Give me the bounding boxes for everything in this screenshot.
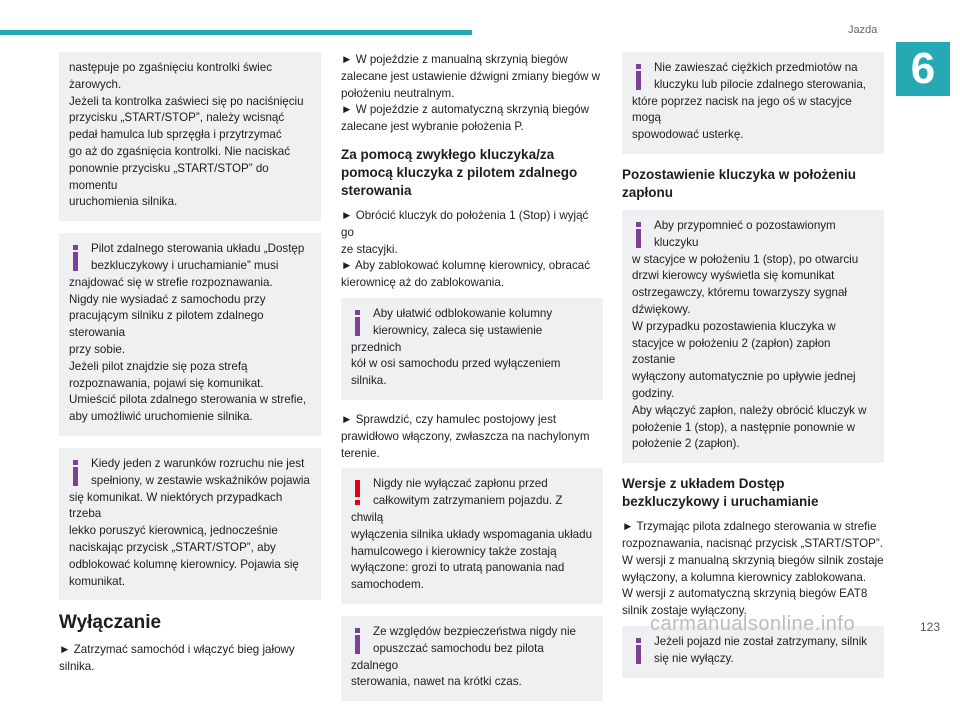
- paragraph: [622, 519, 884, 620]
- text-line: Ze względów bezpieczeństwa nigdy nie: [373, 624, 577, 638]
- text-line: Jeżeli pojazd nie został zatrzymany, silnik: [654, 634, 868, 648]
- text-line: Wersje z układem Dostęp: [622, 476, 785, 492]
- text-line: ► W pojeździe z automatyczną skrzynią biegów: [341, 103, 589, 117]
- text-line: wyłączony, a kolumna kierownicy zablokowana.: [622, 570, 867, 584]
- text-line: Nigdy nie wysiadać z samochodu przy: [69, 292, 266, 306]
- info-icon: [351, 628, 365, 654]
- text-line: położeniu neutralnym.: [341, 86, 455, 100]
- text-line: całkowitym zatrzymaniem pojazdu. Z chwilą: [351, 494, 563, 524]
- text-line: komunikat.: [69, 574, 126, 588]
- text-line: wyłączenia silnika układy wspomagania układu: [351, 527, 593, 541]
- info-icon: [69, 245, 83, 271]
- text-line: się nie wyłączy.: [654, 651, 734, 665]
- text-line: ► Sprawdzić, czy hamulec postojowy jest: [341, 412, 557, 426]
- text-line: Jeżeli pilot znajdzie się poza strefą: [69, 359, 248, 373]
- paragraph: [341, 412, 603, 462]
- subsection-heading: [622, 166, 884, 202]
- text-line: znajdować się w strefie rozpoznawania.: [69, 275, 273, 289]
- column-2: [341, 52, 603, 713]
- subsection-heading: [622, 475, 884, 511]
- text-line: lekko poruszyć kierownicą, jednocześnie: [69, 524, 278, 538]
- text-line: położenie 2 (zapłon).: [632, 437, 740, 451]
- warning-icon: [351, 480, 365, 506]
- text-line: bezkluczykowy i uruchamianie: [622, 494, 819, 510]
- text-line: terenie.: [341, 446, 380, 460]
- text-line: uruchomienia silnika.: [69, 195, 178, 209]
- text-line: Nie zawieszać ciężkich przedmiotów na: [654, 61, 858, 74]
- text-line: ► Aby zablokować kolumnę kierownicy, obracać: [341, 259, 591, 273]
- text-line: zapłonu: [622, 184, 673, 200]
- text-line: prawidłowo włączony, zwłaszcza na nachylonym: [341, 429, 590, 443]
- section-heading: Wyłączanie: [59, 612, 162, 634]
- text-line: wyłączony automatycznie po upływie jednej: [632, 370, 856, 384]
- text-line: Umieścić pilota zdalnego sterowania w strefie,: [69, 393, 307, 407]
- text-line: drzwi kierowcy wyświetla się komunikat: [632, 269, 835, 283]
- text-line: W przypadku pozostawienia kluczyka w: [632, 319, 836, 333]
- info-icon: [632, 638, 646, 664]
- text-line: ► Zatrzymać samochód i włączyć bieg jałowy: [59, 643, 295, 657]
- text-line: W wersji z automatyczną skrzynią biegów EAT8: [622, 587, 868, 601]
- note-box: [59, 52, 321, 221]
- text-line: ► Obrócić kluczyk do położenia 1 (Stop) i wyjąć go: [341, 208, 589, 239]
- text-line: żarowych.: [69, 77, 122, 91]
- text-line: wyłączone: grozi to utratą panowania nad: [351, 561, 565, 575]
- paragraph: [341, 208, 603, 292]
- watermark: carmanualsonline.info: [650, 613, 856, 635]
- text-line: sterowania, nawet na krótki czas.: [351, 675, 522, 689]
- info-icon: [632, 64, 646, 90]
- text-line: pedał hamulca lub sprzęgła i przytrzymać: [69, 128, 282, 142]
- text-line: silnik zostaje wyłączony.: [622, 604, 747, 618]
- info-box: [341, 616, 603, 701]
- text-line: kierownicy, zaleca się ustawienie przednich: [351, 323, 543, 354]
- text-line: rozpoznawania, nacisnąć przycisk „START/STOP”.: [622, 536, 883, 550]
- text-line: zalecane jest ustawienie dźwigni zmiany biegów w: [341, 69, 601, 83]
- text-line: Aby ułatwić odblokowanie kolumny: [373, 306, 553, 320]
- info-box: [59, 448, 321, 600]
- text-line: ► Trzymając pilota zdalnego sterowania w strefie: [622, 520, 877, 534]
- text-line: rozpoznawania, pojawi się komunikat.: [69, 376, 264, 390]
- paragraph: [59, 642, 321, 676]
- text-line: W wersji z manualną skrzynią biegów silnik zostaje: [622, 553, 884, 567]
- text-line: spowodować usterkę.: [632, 128, 744, 142]
- text-line: pracującym silniku z pilotem zdalnego sterowania: [69, 309, 264, 340]
- info-box: [59, 233, 321, 436]
- text-line: hamulcowego i kierownicy także zostają: [351, 544, 557, 558]
- text-line: opuszczać samochodu bez pilota zdalnego: [351, 641, 544, 672]
- text-line: przycisku „START/STOP”, należy wcisnąć: [69, 111, 285, 125]
- text-line: samochodem.: [351, 578, 424, 592]
- text-line: Kiedy jeden z warunków rozruchu nie jest: [91, 456, 305, 470]
- text-line: Pozostawienie kluczyka w położeniu: [622, 166, 857, 182]
- text-line: naciskając przycisk „START/STOP”, aby: [69, 540, 276, 554]
- text-line: ponownie przycisku „START/STOP” do momentu: [69, 161, 269, 192]
- section-title: Jazda: [848, 24, 878, 36]
- text-line: ► W pojeździe z manualną skrzynią biegów: [341, 53, 568, 66]
- column-1: [59, 52, 321, 682]
- warning-box: [341, 468, 603, 604]
- header-accent-bar: [0, 30, 472, 35]
- subsection-heading: [341, 146, 603, 200]
- text-line: Jeżeli ta kontrolka zaświeci się po naciśnięciu: [69, 94, 304, 108]
- text-line: go aż do zgaśnięcia kontrolki. Nie naciskać: [69, 144, 291, 158]
- info-icon: [632, 222, 646, 248]
- text-line: bezkluczykowy i uruchamianie” musi: [91, 258, 279, 272]
- text-line: kół w osi samochodu przed wyłączeniem silnika.: [351, 357, 561, 388]
- text-line: kluczyku lub pilocie zdalnego sterowania,: [654, 77, 867, 91]
- text-line: przy sobie.: [69, 342, 126, 356]
- text-line: położenie 1 (stop), a następnie ponownie w: [632, 420, 856, 434]
- text-line: kierownicę aż do zablokowania.: [341, 276, 505, 290]
- text-line: które poprzez nacisk na jego oś w stacyjce mogą: [632, 94, 852, 125]
- info-box: [341, 298, 603, 400]
- text-line: stacyjce w położeniu 2 (zapłon) zapłon zostanie: [632, 336, 831, 367]
- info-box: [622, 52, 884, 154]
- chapter-number: 6: [896, 42, 950, 96]
- text-line: dźwiękowy.: [632, 302, 691, 316]
- text-line: ze stacyjki.: [341, 242, 398, 256]
- page-number: 123: [919, 620, 940, 634]
- paragraph: [341, 52, 603, 136]
- text-line: silnika.: [59, 660, 95, 674]
- text-line: pomocą kluczyka z pilotem zdalnego: [341, 164, 578, 180]
- info-icon: [351, 310, 365, 336]
- text-line: ostrzegawczy, któremu towarzyszy sygnał: [632, 286, 847, 300]
- text-line: Aby przypomnieć o pozostawionym kluczyku: [654, 218, 836, 249]
- text-line: następuje po zgaśnięciu kontrolki świec: [69, 61, 273, 74]
- text-line: Aby włączyć zapłon, należy obrócić kluczyk w: [632, 403, 867, 417]
- info-box: [622, 210, 884, 463]
- text-line: w stacyjce w położeniu 1 (stop), po otwarciu: [632, 252, 859, 266]
- column-3: [622, 52, 884, 690]
- info-icon: [69, 460, 83, 486]
- text-line: sterowania: [341, 182, 412, 198]
- text-line: Nigdy nie wyłączać zapłonu przed: [373, 477, 548, 491]
- text-line: Za pomocą zwykłego kluczyka/za: [341, 146, 555, 162]
- text-line: godziny.: [632, 386, 675, 400]
- text-line: spełniony, w zestawie wskaźników pojawia: [91, 473, 310, 487]
- text-line: odblokować kolumnę kierownicy. Pojawia się: [69, 557, 299, 571]
- text-line: się komunikat. W niektórych przypadkach trzeba: [69, 490, 283, 521]
- text-line: zalecane jest wybranie położenia P.: [341, 120, 524, 134]
- text-line: Pilot zdalnego sterowania układu „Dostęp: [91, 242, 305, 256]
- text-line: aby umożliwić uruchomienie silnika.: [69, 410, 253, 424]
